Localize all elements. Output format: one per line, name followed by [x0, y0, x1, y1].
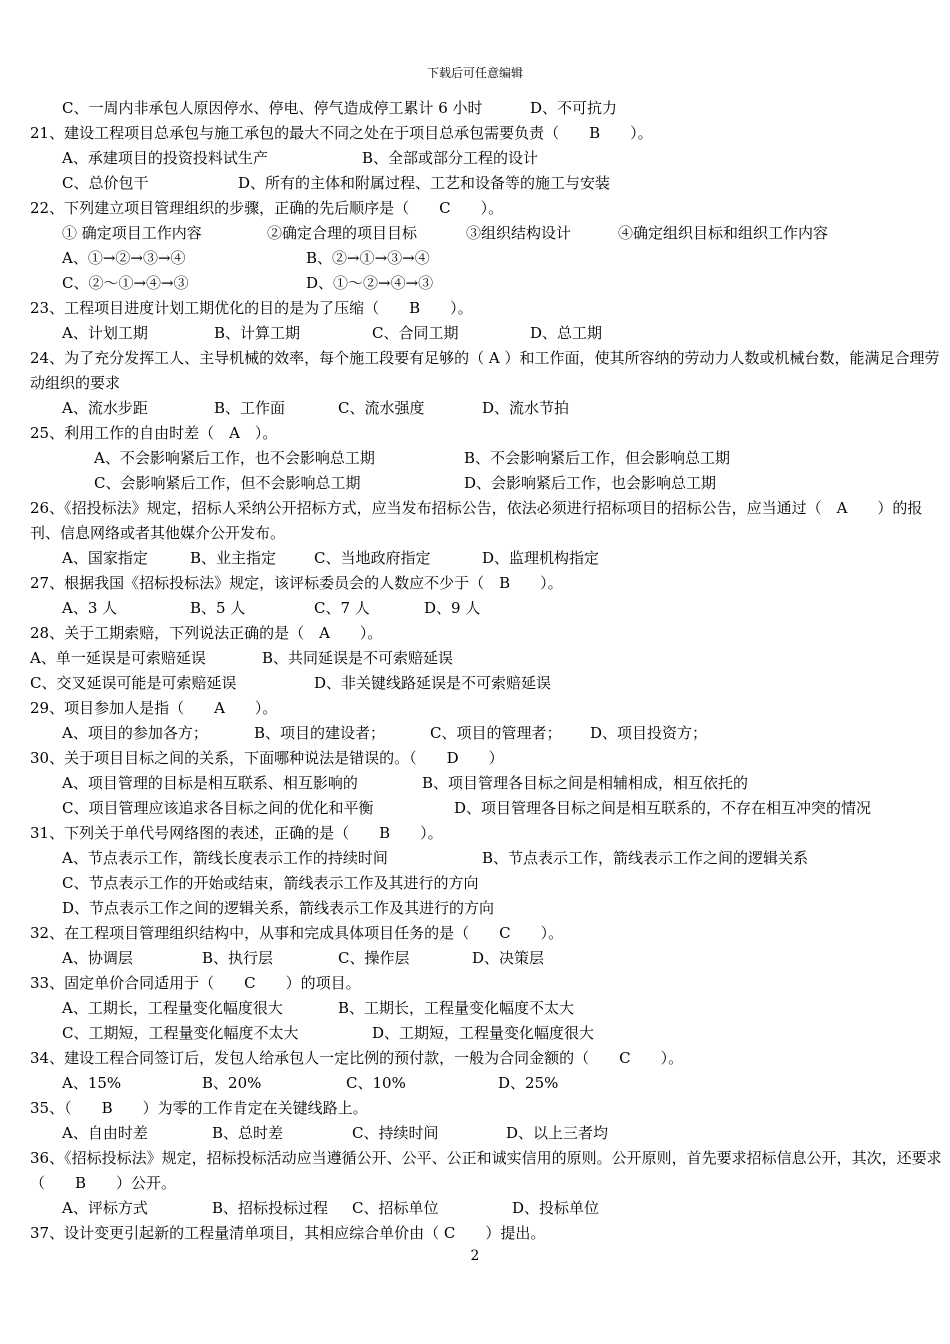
text-line	[30, 896, 942, 921]
option-text: B、项目的建设者；	[254, 724, 386, 742]
question-text: 35、（ B ）为零的工作肯定在关键线路上。	[30, 1099, 368, 1117]
question-text: 28、关于工期索赔，下列说法正确的是（ A ）。	[30, 624, 383, 642]
text-line	[30, 296, 942, 321]
text-line	[30, 696, 942, 721]
option-text: A、国家指定	[62, 549, 148, 567]
text-line	[30, 496, 942, 546]
text-line	[30, 196, 942, 221]
option-text: D、以上三者均	[506, 1124, 609, 1142]
option-text: B、计算工期	[214, 324, 301, 342]
text-line	[30, 321, 942, 346]
text-line	[30, 1021, 942, 1046]
text-line	[30, 946, 942, 971]
question-text: 31、下列关于单代号网络图的表述，正确的是（ B ）。	[30, 824, 443, 842]
text-line	[30, 921, 942, 946]
option-text: C、交叉延误可能是可索赔延误	[30, 674, 237, 692]
question-list	[30, 96, 942, 1246]
option-text: B、②→①→③→④	[306, 249, 430, 267]
text-line	[30, 746, 942, 771]
option-text: D、总工期	[530, 324, 603, 342]
text-line	[30, 346, 942, 396]
option-text: C、持续时间	[352, 1124, 439, 1142]
text-line	[30, 1146, 942, 1196]
question-text: D、节点表示工作之间的逻辑关系，箭线表示工作及其进行的方向	[62, 899, 495, 917]
text-line	[30, 846, 942, 871]
option-text: A、计划工期	[62, 324, 148, 342]
question-text: 25、利用工作的自由时差（ A ）。	[30, 424, 278, 442]
text-line	[30, 546, 942, 571]
option-text: C、项目的管理者；	[430, 724, 562, 742]
option-text: C、7 人	[314, 599, 370, 617]
question-text: 21、建设工程项目总承包与施工承包的最大不同之处在于项目总承包需要负责（ B ）。	[30, 124, 653, 142]
option-text: D、9 人	[424, 599, 481, 617]
option-text: D、项目管理各目标之间是相互联系的，不存在相互冲突的情况	[454, 799, 872, 817]
page-header: 下载后可任意编辑	[426, 66, 523, 80]
option-text: C、工期短，工程量变化幅度不太大	[62, 1024, 299, 1042]
text-line	[30, 171, 942, 196]
text-line	[30, 1046, 942, 1071]
text-line	[30, 396, 942, 421]
option-text: A、协调层	[62, 949, 133, 967]
text-line	[30, 646, 942, 671]
text-line	[30, 821, 942, 846]
option-text: A、承建项目的投资投料试生产	[62, 149, 268, 167]
option-text: D、非关键线路延误是不可索赔延误	[314, 674, 552, 692]
option-text: A、工期长，工程量变化幅度很大	[62, 999, 283, 1017]
option-text: A、单一延误是可索赔延误	[30, 649, 206, 667]
option-text: C、合同工期	[372, 324, 459, 342]
text-line	[30, 1221, 942, 1246]
option-text: D、所有的主体和附属过程、工艺和设备等的施工与安装	[238, 174, 611, 192]
text-line	[30, 596, 942, 621]
option-text: B、总时差	[212, 1124, 284, 1142]
question-text: 22、下列建立项目管理组织的步骤，正确的先后顺序是（ C ）。	[30, 199, 504, 217]
option-text: B、共同延误是不可索赔延误	[262, 649, 454, 667]
option-text: A、流水步距	[62, 399, 148, 417]
question-text: 33、固定单价合同适用于（ C ）的项目。	[30, 974, 361, 992]
text-line	[30, 796, 942, 821]
text-line	[30, 121, 942, 146]
text-line	[30, 671, 942, 696]
option-text: B、工作面	[214, 399, 286, 417]
option-text: C、当地政府指定	[314, 549, 431, 567]
text-line	[30, 246, 942, 271]
option-text: ① 确定项目工作内容	[62, 224, 202, 242]
text-line	[30, 771, 942, 796]
option-text: ③组织结构设计	[466, 224, 572, 242]
option-text: A、不会影响紧后工作，也不会影响总工期	[94, 449, 375, 467]
option-text: B、5 人	[190, 599, 246, 617]
option-text: D、会影响紧后工作，也会影响总工期	[464, 474, 717, 492]
option-text: A、15%	[62, 1074, 122, 1092]
option-text: A、节点表示工作，箭线长度表示工作的持续时间	[62, 849, 388, 867]
option-text: B、工期长，工程量变化幅度不太大	[338, 999, 575, 1017]
option-text: D、25%	[498, 1074, 559, 1092]
option-text: B、招标投标过程	[212, 1199, 329, 1217]
option-text: D、①～②→④→③	[306, 274, 434, 292]
question-text: 30、关于项目目标之间的关系，下面哪种说法是错误的。（ D ）	[30, 749, 504, 767]
option-text: C、操作层	[338, 949, 410, 967]
text-line	[30, 1096, 942, 1121]
option-text: B、20%	[202, 1074, 262, 1092]
text-line	[30, 271, 942, 296]
text-line	[30, 571, 942, 596]
option-text: C、②～①→④→③	[62, 274, 189, 292]
option-text: D、投标单位	[512, 1199, 600, 1217]
question-text: 23、工程项目进度计划工期优化的目的是为了压缩（ B ）。	[30, 299, 473, 317]
option-text: A、①→②→③→④	[62, 249, 186, 267]
text-line	[30, 1196, 942, 1221]
option-text: B、节点表示工作，箭线表示工作之间的逻辑关系	[482, 849, 809, 867]
option-text: B、业主指定	[190, 549, 277, 567]
question-text: C、节点表示工作的开始或结束，箭线表示工作及其进行的方向	[62, 874, 479, 892]
text-line	[30, 621, 942, 646]
page-number: 2	[470, 1248, 480, 1264]
option-text: D、决策层	[472, 949, 545, 967]
option-text: B、项目管理各目标之间是相辅相成，相互依托的	[422, 774, 749, 792]
option-text: ④确定组织目标和组织工作内容	[618, 224, 829, 242]
text-line	[30, 471, 942, 496]
option-text: A、项目管理的目标是相互联系、相互影响的	[62, 774, 358, 792]
option-text: B、不会影响紧后工作，但会影响总工期	[464, 449, 731, 467]
text-line	[30, 96, 942, 121]
text-line	[30, 421, 942, 446]
text-line	[30, 721, 942, 746]
option-text: A、自由时差	[62, 1124, 148, 1142]
option-text: D、流水节拍	[482, 399, 570, 417]
text-line	[30, 871, 942, 896]
question-text: 32、在工程项目管理组织结构中，从事和完成具体项目任务的是（ C ）。	[30, 924, 564, 942]
option-text: C、流水强度	[338, 399, 425, 417]
option-text: B、执行层	[202, 949, 274, 967]
option-text: A、评标方式	[62, 1199, 148, 1217]
option-text: D、监理机构指定	[482, 549, 600, 567]
question-text: 34、建设工程合同签订后，发包人给承包人一定比例的预付款，一般为合同金额的（ C ）。	[30, 1049, 684, 1067]
option-text: D、工期短，工程量变化幅度很大	[372, 1024, 595, 1042]
option-text: C、招标单位	[352, 1199, 439, 1217]
option-text: C、会影响紧后工作，但不会影响总工期	[94, 474, 361, 492]
option-text: ②确定合理的项目目标	[267, 224, 418, 242]
text-line	[30, 446, 942, 471]
text-line	[30, 996, 942, 1021]
text-line	[30, 146, 942, 171]
text-line	[30, 1071, 942, 1096]
option-text: C、一周内非承包人原因停水、停电、停气造成停工累计 6 小时	[62, 99, 483, 117]
option-text: C、总价包干	[62, 174, 149, 192]
text-line	[30, 971, 942, 996]
option-text: A、3 人	[62, 599, 118, 617]
option-text: C、10%	[346, 1074, 406, 1092]
question-text: 29、项目参加人是指（ A ）。	[30, 699, 278, 717]
option-text: D、不可抗力	[530, 99, 618, 117]
question-text: 24、为了充分发挥工人、主导机械的效率，每个施工段要有足够的（ A ）和工作面，使其所容纳的劳动力人数或机械台数，能满足合理劳动组织的要求	[30, 349, 940, 392]
question-text: 37、设计变更引起新的工程量清单项目，其相应综合单价由（ C ）提出。	[30, 1224, 546, 1242]
question-text: 26、《招投标法》规定，招标人采纳公开招标方式，应当发布招标公告，依法必须进行招标项目的招标公告，应当通过（ A ）的报刊、信息网络或者其他媒介公开发布。	[30, 499, 923, 542]
option-text: A、项目的参加各方；	[62, 724, 208, 742]
text-line	[30, 1121, 942, 1146]
text-line	[30, 221, 942, 246]
question-text: 36、《招标投标法》规定，招标投标活动应当遵循公开、公平、公正和诚实信用的原则。公开原则，首先要求招标信息公开，其次，还要求（ B ）公开。	[30, 1149, 942, 1192]
question-text: 27、根据我国《招标投标法》规定，该评标委员会的人数应不少于（ B ）。	[30, 574, 563, 592]
option-text: C、项目管理应该追求各目标之间的优化和平衡	[62, 799, 374, 817]
option-text: B、全部或部分工程的设计	[362, 149, 539, 167]
option-text: D、项目投资方；	[590, 724, 708, 742]
